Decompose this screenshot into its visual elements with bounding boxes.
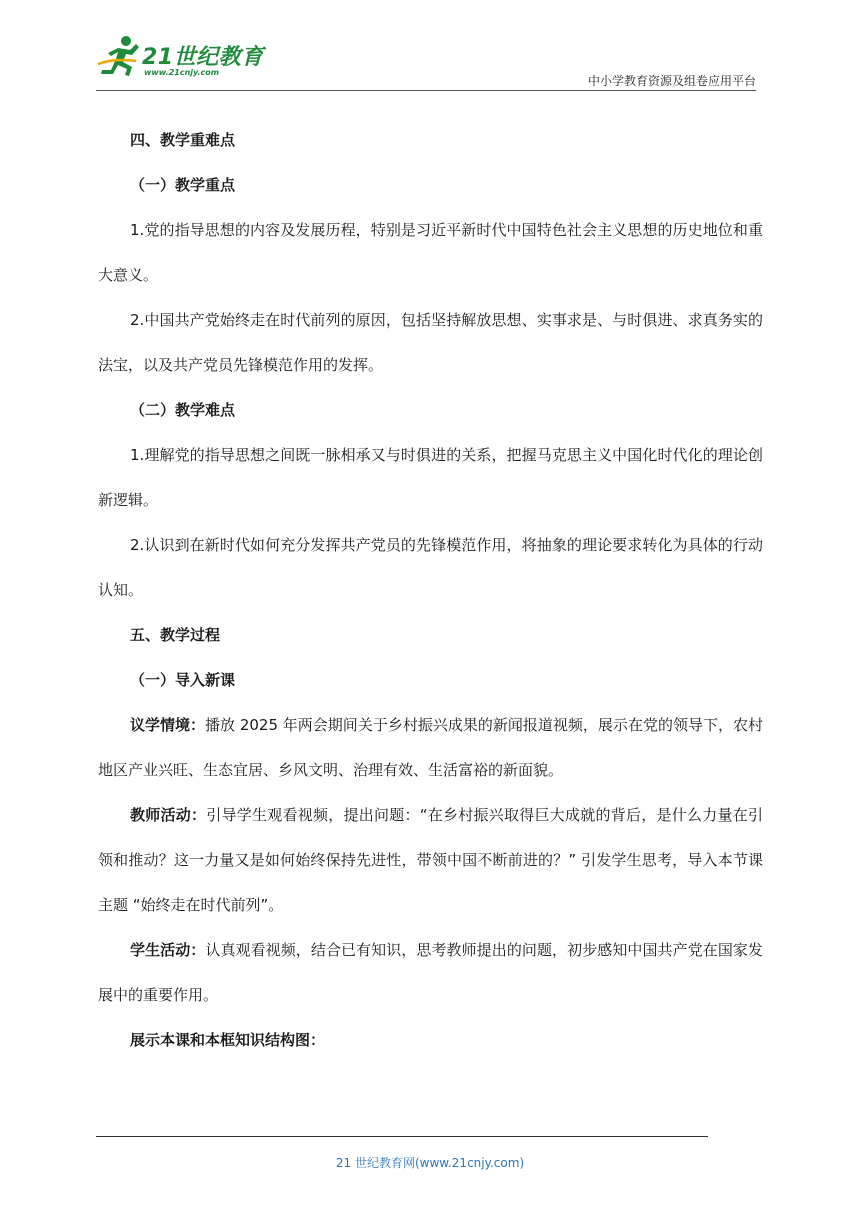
paragraph-teacher <box>98 793 763 928</box>
teacher-text: 引导学生观看视频，提出问题：“在乡村振兴取得巨大成就的背后，是什么力量在引领和推动？这一力量又是如何始终保持先进性，带领中国不断前进的？” 引发学生思考，导入本节课主题 “始终走在时代前列”。 <box>98 806 763 914</box>
paragraph-situation <box>98 703 763 793</box>
paragraph: 2.认识到在新时代如何充分发挥共产党员的先锋模范作用，将抽象的理论要求转化为具体的行动认知。 <box>98 536 763 599</box>
document-body <box>98 118 763 1063</box>
paragraph: 1.理解党的指导思想之间既一脉相承又与时俱进的关系，把握马克思主义中国化时代化的理论创新逻辑。 <box>98 446 763 509</box>
subsection-title: （一）教学重点 <box>130 176 236 194</box>
paragraph: 1.党的指导思想的内容及发展历程，特别是习近平新时代中国特色社会主义思想的历史地位和重大意义。 <box>98 221 763 284</box>
paragraph-student <box>98 928 763 1018</box>
paragraph: 2.中国共产党始终走在时代前列的原因，包括坚持解放思想、实事求是、与时俱进、求真务实的法宝，以及共产党员先锋模范作用的发挥。 <box>98 311 763 374</box>
section-title: 五、教学过程 <box>130 626 221 644</box>
runner-logo-icon <box>96 34 146 80</box>
platform-name: 中小学教育资源及组卷应用平台 <box>587 74 756 88</box>
header-divider <box>96 90 756 91</box>
logo-url: www.21cnjy.com <box>144 68 220 77</box>
site-logo[interactable] <box>96 34 266 80</box>
section-title: 四、教学重难点 <box>130 131 236 149</box>
footer-link[interactable]: 21 世纪教育网(www.21cnjy.com) <box>335 1156 525 1170</box>
teacher-label: 教师活动： <box>130 806 207 824</box>
logo-text: 21世纪教育 <box>142 45 264 70</box>
subsection-title: （一）导入新课 <box>130 671 236 689</box>
situation-label: 议学情境： <box>130 716 206 734</box>
page-header <box>96 28 756 92</box>
structure-label: 展示本课和本框知识结构图： <box>130 1031 326 1049</box>
subsection-title: （二）教学难点 <box>130 401 236 419</box>
student-label: 学生活动： <box>130 941 206 959</box>
situation-text: 播放 2025 年两会期间关于乡村振兴成果的新闻报道视频，展示在党的领导下，农村地区产业兴旺、生态宜居、乡风文明、治理有效、生活富裕的新面貌。 <box>98 716 763 779</box>
footer-divider <box>96 1136 708 1137</box>
student-text: 认真观看视频，结合已有知识，思考教师提出的问题，初步感知中国共产党在国家发展中的重要作用。 <box>98 941 763 1004</box>
